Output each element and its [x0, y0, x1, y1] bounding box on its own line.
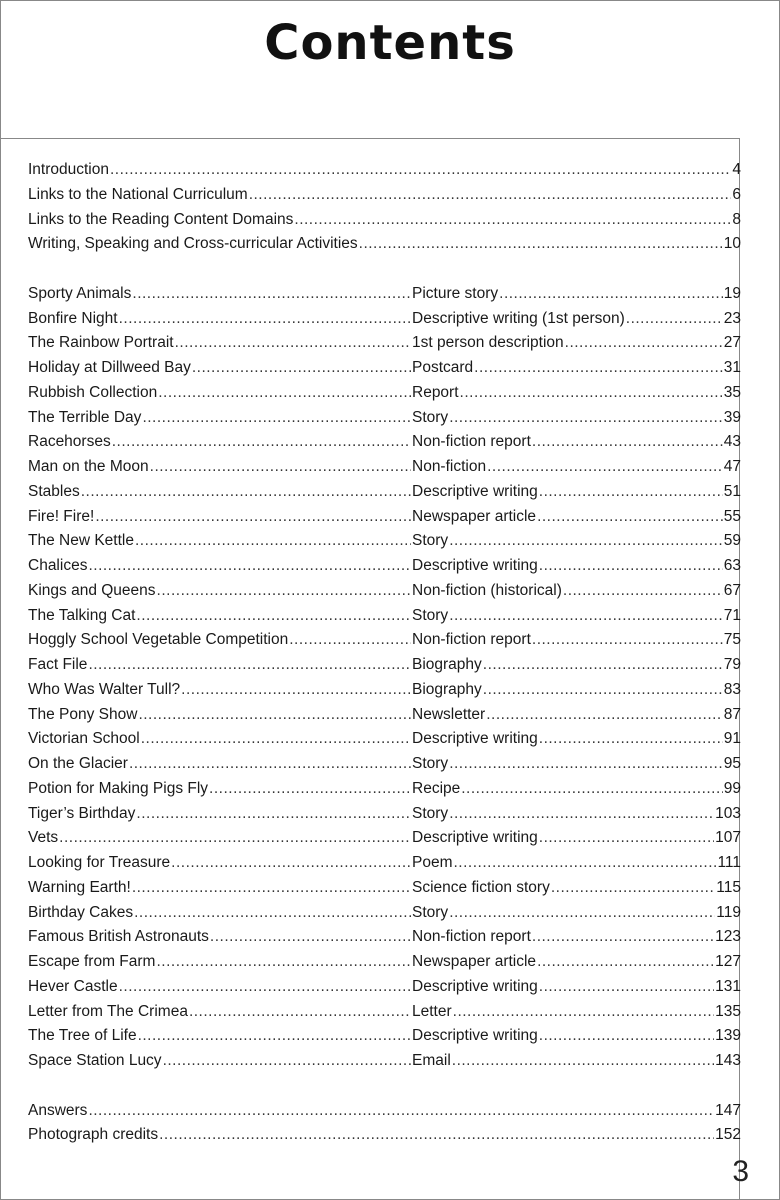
dot-leader: [449, 532, 723, 550]
dot-leader: [136, 805, 411, 823]
contents-entry[interactable]: [28, 433, 741, 458]
dot-leader: [59, 829, 411, 847]
entry-page: 95: [723, 755, 741, 772]
contents-entry[interactable]: [28, 359, 741, 384]
entry-genre: Story: [412, 532, 449, 550]
entry-page: 59: [723, 532, 741, 550]
dot-leader: [209, 780, 411, 798]
dot-leader: [483, 681, 723, 699]
entry-title: Victorian School: [28, 730, 140, 748]
entry-page: 103: [715, 804, 741, 822]
dot-leader: [132, 879, 411, 897]
entry-page: 87: [723, 705, 741, 723]
entry-page: 123: [715, 928, 741, 946]
entry-page: 63: [723, 557, 741, 574]
entry-title: The Rainbow Portrait: [28, 334, 174, 352]
entry-genre: Picture story: [412, 284, 499, 302]
entry-title: Introduction: [28, 161, 109, 178]
dot-leader: [499, 285, 723, 303]
dot-leader: [163, 1052, 411, 1070]
dot-leader: [532, 928, 714, 946]
entry-page: 67: [723, 581, 741, 599]
entry-title: Who Was Walter Tull?: [28, 680, 181, 698]
dot-leader: [210, 928, 411, 946]
dot-leader: [112, 433, 411, 451]
entry-title: Holiday at Dillweed Bay: [28, 359, 191, 376]
dot-leader: [156, 953, 411, 971]
entry-genre: Email: [412, 1052, 451, 1069]
contents-entry[interactable]: [28, 631, 741, 656]
entry-title: Links to the National Curriculum: [28, 185, 248, 203]
contents-entry[interactable]: [28, 235, 741, 260]
contents-entry[interactable]: [28, 1126, 741, 1151]
entry-page: 4: [732, 161, 741, 178]
entry-page: 27: [723, 334, 741, 352]
dot-leader: [132, 285, 411, 303]
dot-leader: [294, 211, 731, 229]
entry-title: Escape from Farm: [28, 953, 156, 970]
dot-leader: [289, 631, 411, 649]
entry-genre: Non-fiction: [412, 458, 487, 475]
dot-leader: [359, 235, 723, 253]
entry-page: 6: [732, 185, 741, 203]
dot-leader: [95, 508, 411, 526]
entry-title: Photograph credits: [28, 1126, 159, 1144]
entry-page: 119: [716, 903, 741, 921]
dot-leader: [453, 1003, 714, 1021]
entry-page: 91: [723, 730, 741, 748]
entry-genre: Non-fiction report: [412, 433, 531, 451]
entry-title: Fact File: [28, 656, 88, 673]
entry-title: The Talking Cat: [28, 606, 136, 624]
entry-genre: Postcard: [412, 359, 474, 376]
contents-entry[interactable]: [28, 409, 741, 434]
contents-list: [28, 161, 741, 1151]
entry-page: 47: [723, 458, 741, 475]
entry-title: Stables: [28, 482, 80, 500]
entry-title: Links to the Reading Content Domains: [28, 210, 294, 228]
entry-title: Answers: [28, 1101, 88, 1119]
entry-title: Hever Castle: [28, 977, 118, 995]
entry-title: The New Kettle: [28, 532, 134, 550]
contents-entry[interactable]: [28, 508, 741, 533]
entry-page: 39: [723, 408, 741, 426]
dot-leader: [88, 557, 411, 575]
dot-leader: [449, 755, 723, 773]
contents-entry[interactable]: [28, 1052, 741, 1077]
contents-entry[interactable]: [28, 730, 741, 755]
entry-page: 43: [723, 433, 741, 451]
page-number: 3: [732, 1155, 749, 1188]
dot-leader: [157, 582, 411, 600]
contents-entry[interactable]: [28, 706, 741, 731]
entry-genre: Non-fiction report: [412, 928, 531, 946]
entry-page: 139: [715, 1027, 741, 1045]
dot-leader: [138, 1027, 411, 1045]
entry-page: 75: [723, 631, 741, 649]
entry-title: Bonfire Night: [28, 309, 118, 327]
entry-page: 127: [715, 953, 741, 970]
dot-leader: [449, 607, 723, 625]
entry-title: Chalices: [28, 557, 88, 574]
entry-genre: Recipe: [412, 779, 461, 797]
entry-page: 35: [723, 383, 741, 401]
dot-leader: [539, 557, 723, 575]
dot-leader: [449, 805, 714, 823]
entry-title: Fire! Fire!: [28, 507, 95, 525]
dot-leader: [565, 334, 723, 352]
dot-leader: [539, 730, 723, 748]
contents-entry[interactable]: [28, 310, 741, 335]
entry-genre: Descriptive writing: [412, 829, 538, 847]
dot-leader: [81, 483, 411, 501]
entry-page: 107: [715, 829, 741, 847]
entry-page: 55: [723, 507, 741, 525]
entry-page: 131: [715, 977, 741, 995]
dot-leader: [449, 904, 715, 922]
entry-title: Tiger’s Birthday: [28, 804, 136, 822]
contents-entry[interactable]: [28, 211, 741, 236]
contents-entry[interactable]: [28, 458, 741, 483]
dot-leader: [135, 532, 411, 550]
entry-genre: Report: [412, 383, 459, 401]
contents-entry[interactable]: [28, 285, 741, 310]
dot-leader: [460, 384, 723, 402]
contents-entry[interactable]: [28, 384, 741, 409]
page-title: Contents: [264, 15, 516, 71]
entry-page: 99: [723, 779, 741, 797]
entry-genre: Biography: [412, 656, 482, 673]
contents-entry[interactable]: [28, 904, 741, 929]
dot-leader: [539, 1027, 714, 1045]
entry-page: 152: [715, 1126, 741, 1144]
contents-entry[interactable]: [28, 656, 741, 681]
entry-title: Vets: [28, 829, 59, 847]
entry-genre: Science fiction story: [412, 878, 550, 896]
entry-page: 23: [723, 309, 741, 327]
entry-page: 8: [732, 210, 741, 228]
entry-genre: Story: [412, 804, 449, 822]
dot-leader: [181, 681, 411, 699]
dot-leader: [537, 508, 723, 526]
entry-genre: Descriptive writing: [412, 730, 538, 748]
dot-leader: [189, 1003, 411, 1021]
dot-leader: [487, 458, 723, 476]
dot-leader: [486, 706, 723, 724]
entry-title: The Tree of Life: [28, 1027, 137, 1045]
entry-title: The Terrible Day: [28, 408, 142, 426]
dot-leader: [88, 1102, 714, 1120]
dot-leader: [461, 780, 723, 798]
contents-entry[interactable]: [28, 681, 741, 706]
dot-leader: [192, 359, 411, 377]
dot-leader: [537, 953, 714, 971]
dot-leader: [452, 1052, 714, 1070]
dot-leader: [483, 656, 723, 674]
contents-entry[interactable]: [28, 1003, 741, 1028]
contents-entry[interactable]: [28, 334, 741, 359]
entry-page: 83: [723, 680, 741, 698]
contents-entry[interactable]: [28, 879, 741, 904]
entry-title: Man on the Moon: [28, 458, 149, 475]
entry-title: Rubbish Collection: [28, 383, 158, 401]
dot-leader: [142, 409, 411, 427]
entry-page: 115: [716, 878, 741, 896]
entry-page: 31: [723, 359, 741, 376]
entry-title: Looking for Treasure: [28, 854, 171, 871]
dot-leader: [159, 1126, 714, 1144]
dot-leader: [119, 310, 411, 328]
dot-leader: [158, 384, 411, 402]
entry-genre: Biography: [412, 680, 482, 698]
contents-entry[interactable]: [28, 780, 741, 805]
contents-entry[interactable]: [28, 755, 741, 780]
entry-page: 19: [723, 284, 741, 302]
entry-title: Letter from The Crimea: [28, 1002, 188, 1020]
entry-genre: Descriptive writing: [412, 557, 538, 574]
entry-genre: 1st person description: [412, 334, 564, 352]
dot-leader: [532, 631, 723, 649]
entry-genre: Story: [412, 903, 449, 921]
entry-genre: Descriptive writing: [412, 482, 538, 500]
dot-leader: [171, 854, 411, 872]
dot-leader: [249, 186, 732, 204]
dot-leader: [141, 730, 411, 748]
dot-leader: [119, 978, 411, 996]
contents-entry[interactable]: [28, 953, 741, 978]
dot-leader: [532, 433, 723, 451]
dot-leader: [539, 829, 714, 847]
entry-title: Sporty Animals: [28, 284, 132, 302]
entry-title: On the Glacier: [28, 755, 128, 772]
dot-leader: [129, 755, 411, 773]
dot-leader: [175, 334, 411, 352]
dot-leader: [539, 978, 714, 996]
contents-entry[interactable]: [28, 928, 741, 953]
dot-leader: [551, 879, 715, 897]
contents-entry[interactable]: [28, 582, 741, 607]
entry-page: 111: [717, 854, 741, 871]
entry-genre: Newspaper article: [412, 507, 537, 525]
dot-leader: [474, 359, 723, 377]
entry-page: 143: [715, 1052, 741, 1069]
contents-entry[interactable]: [28, 829, 741, 854]
dot-leader: [110, 161, 731, 179]
contents-entry[interactable]: [28, 854, 741, 879]
dot-leader: [150, 458, 411, 476]
dot-leader: [449, 409, 723, 427]
entry-title: Potion for Making Pigs Fly: [28, 779, 209, 797]
entry-page: 147: [715, 1101, 741, 1119]
entry-title: Hoggly School Vegetable Competition: [28, 631, 289, 649]
entry-title: Kings and Queens: [28, 581, 156, 599]
entry-title: Birthday Cakes: [28, 903, 134, 921]
entry-title: Famous British Astronauts: [28, 928, 209, 946]
contents-entry[interactable]: [28, 978, 741, 1003]
contents-entry[interactable]: [28, 607, 741, 632]
entry-genre: Poem: [412, 854, 453, 871]
dot-leader: [454, 854, 717, 872]
contents-entry[interactable]: [28, 483, 741, 508]
entry-genre: Letter: [412, 1002, 452, 1020]
entry-genre: Story: [412, 606, 449, 624]
dot-leader: [88, 656, 411, 674]
entry-page: 79: [723, 656, 741, 673]
entry-genre: Non-fiction report: [412, 631, 531, 649]
dot-leader: [138, 706, 411, 724]
contents-entry[interactable]: [28, 186, 741, 211]
entry-page: 135: [715, 1002, 741, 1020]
contents-entry[interactable]: [28, 161, 741, 186]
contents-entry[interactable]: [28, 1102, 741, 1127]
entry-genre: Story: [412, 408, 449, 426]
entry-title: Writing, Speaking and Cross-curricular Activities: [28, 235, 358, 253]
contents-entry[interactable]: [28, 805, 741, 830]
entry-page: 71: [723, 606, 741, 624]
entry-page: 10: [723, 235, 741, 253]
contents-entry[interactable]: [28, 557, 741, 582]
dot-leader: [136, 607, 411, 625]
entry-title: The Pony Show: [28, 705, 138, 723]
entry-genre: Newspaper article: [412, 953, 537, 970]
dot-leader: [563, 582, 723, 600]
dot-leader: [539, 483, 723, 501]
entry-page: 51: [723, 482, 741, 500]
entry-genre: Descriptive writing: [412, 1027, 538, 1045]
entry-genre: Newsletter: [412, 705, 486, 723]
entry-genre: Descriptive writing (1st person): [412, 309, 625, 327]
entry-title: Racehorses: [28, 433, 111, 451]
entry-genre: Story: [412, 755, 449, 772]
contents-entry[interactable]: [28, 1027, 741, 1052]
contents-entry[interactable]: [28, 532, 741, 557]
entry-title: Space Station Lucy: [28, 1052, 162, 1069]
entry-title: Warning Earth!: [28, 878, 131, 896]
entry-genre: Non-fiction (historical): [412, 581, 562, 599]
entry-genre: Descriptive writing: [412, 977, 538, 995]
dot-leader: [134, 904, 411, 922]
dot-leader: [626, 310, 723, 328]
